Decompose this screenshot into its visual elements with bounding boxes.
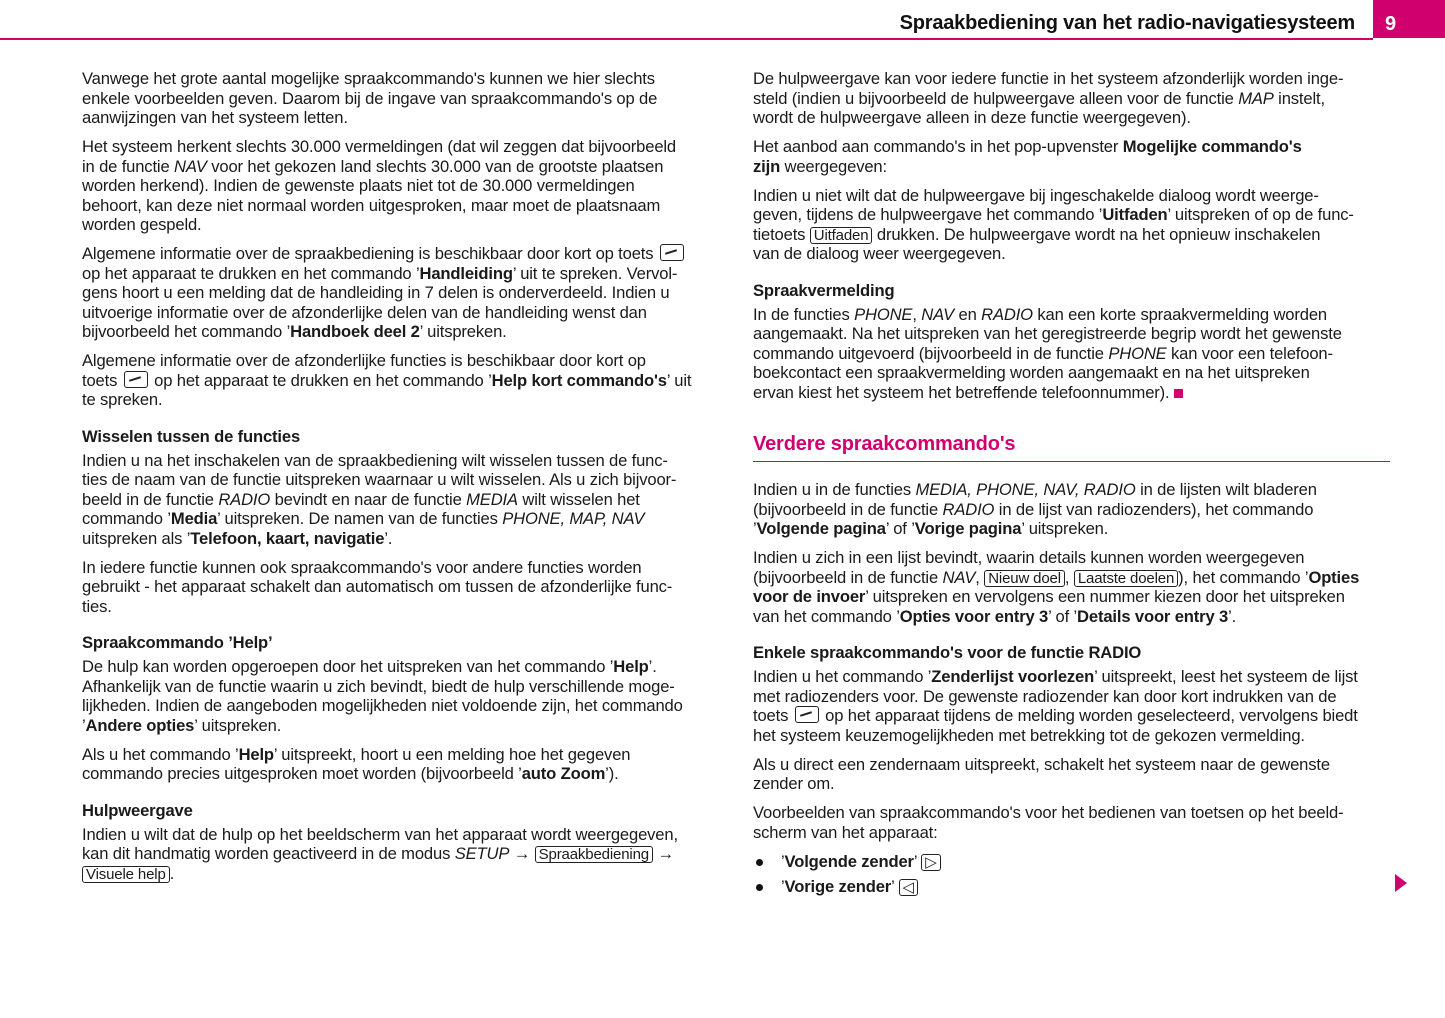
text: →: [653, 844, 674, 863]
paragraph: [82, 69, 722, 128]
text: uitvoerige informatie over de afzonderlijke delen van de handleiding wenst dan: [82, 302, 647, 322]
text-line: [82, 677, 722, 697]
text: met radiozenders voor. De gewenste radiozender kan door kort indrukken van de: [753, 686, 1337, 706]
running-header-title: Spraakbediening van het radio-navigatiesysteem: [899, 12, 1355, 34]
text: De hulpweergave kan voor iedere functie in het systeem afzonderlijk worden inge-: [753, 69, 1344, 88]
subheading: Hulpweergave: [82, 800, 193, 820]
text-line: [753, 363, 1393, 383]
text-line: [753, 137, 1393, 157]
text: In iedere functie kunnen ook spraakcommando's voor andere functies worden: [82, 557, 642, 577]
text: (bijvoorbeeld in de functie: [753, 499, 943, 519]
text: beeld in de functie: [82, 489, 219, 509]
text: Afhankelijk van de functie waarin u zich bevindt, biedt de hulp verschillende moge-: [82, 676, 675, 696]
subheading: Enkele spraakcommando's voor de functie RADIO: [753, 643, 1142, 662]
function-name: MEDIA, PHONE, NAV, RADIO: [915, 480, 1136, 499]
text: instelt,: [1273, 88, 1325, 108]
text: op het apparaat te drukken en het commando ’: [149, 370, 492, 390]
text: De hulp kan worden opgeroepen door het uitspreken van het commando ’: [82, 657, 614, 676]
text-line: [753, 383, 1393, 403]
text-line: [82, 597, 722, 617]
command-text: Volgende zender: [784, 851, 914, 871]
command-text: Telefoon, kaart, navigatie: [190, 528, 385, 548]
text: ’ uitspreken.: [419, 322, 507, 341]
text-line: [82, 558, 722, 578]
text: Algemene informatie over de afzonderlijke functies is beschikbaar door kort op: [82, 351, 646, 370]
command-text: Mogelijke commando's: [1122, 137, 1302, 156]
text: ’ uitspreken. De namen van de functies: [217, 509, 503, 528]
text: in de lijsten wilt bladeren: [1135, 480, 1317, 499]
function-name: MEDIA: [466, 489, 518, 509]
text: te spreken.: [82, 390, 163, 409]
key-label: Nieuw doel: [984, 570, 1065, 587]
text-line: [82, 825, 722, 845]
text: Indien u het commando ’: [753, 667, 932, 686]
section-heading: Verdere spraakcommando's: [753, 432, 1390, 462]
function-name: RADIO: [218, 489, 271, 509]
subheading: Spraakcommando ’Help’: [82, 633, 273, 652]
key-label: Visuele help: [82, 866, 170, 883]
text: drukken. De hulpweergave wordt na het opnieuw inschakelen: [872, 224, 1321, 244]
text-line: [753, 89, 1393, 109]
text-line: [82, 529, 722, 549]
command-text: Vorige zender: [784, 877, 892, 896]
text: ’: [891, 877, 899, 896]
text-line: [753, 803, 1393, 823]
text-line: [753, 519, 1393, 539]
next-page-arrow-icon: [1395, 874, 1407, 892]
command-text: Help kort commando's: [491, 370, 667, 390]
text: ’.: [648, 657, 657, 676]
text: kan een korte spraakvermelding worden: [1032, 304, 1327, 324]
command-text: zijn: [753, 156, 781, 176]
text: lijkheden. Indien de aangeboden mogelijkheden niet voldoende zijn, het commando: [82, 696, 683, 715]
text: op het apparaat te drukken en het commando ’: [82, 263, 420, 283]
paragraph: [753, 186, 1393, 264]
voice-key-icon: [795, 706, 819, 723]
text-line: [82, 283, 722, 303]
text-line: [82, 264, 722, 284]
voice-key-icon: [124, 371, 148, 388]
text-line: [82, 844, 722, 864]
text: ’.: [1228, 606, 1237, 626]
text-line: [82, 176, 722, 196]
paragraph: [82, 558, 722, 617]
text: ’ uitspreken.: [1021, 519, 1109, 538]
text-line: [753, 755, 1393, 775]
text: in de functie: [82, 156, 174, 176]
text: ’ uit te spreken. Vervol-: [512, 263, 678, 283]
text: commando ’: [82, 509, 171, 528]
paragraph: [753, 69, 1393, 128]
text: ,: [975, 567, 985, 587]
function-name: NAV: [174, 156, 207, 176]
function-name: PHONE: [1108, 343, 1167, 363]
key-label: Spraakbediening: [535, 846, 653, 863]
text: ’: [82, 715, 86, 735]
text: ’: [781, 877, 785, 896]
text: Indien u niet wilt dat de hulpweergave bij ingeschakelde dialoog wordt weerge-: [753, 185, 1319, 205]
function-name: RADIO: [981, 304, 1033, 324]
text: ’ uit: [666, 370, 692, 390]
command-text: Andere opties: [85, 715, 195, 735]
function-name: NAV: [921, 304, 955, 324]
text-line: [753, 500, 1393, 520]
text-line: [753, 225, 1393, 245]
text: uitspreken als ’: [82, 528, 191, 548]
text-line: [82, 470, 722, 490]
page-number: 9: [1373, 0, 1445, 38]
text-line: [753, 548, 1393, 568]
text-line: [82, 108, 722, 128]
text: ’ uitspreekt, hoort u een melding hoe het gegeven: [273, 744, 631, 764]
text-line: [753, 244, 1393, 264]
paragraph: [753, 755, 1393, 794]
text-line: [82, 764, 722, 784]
text: weergegeven:: [780, 156, 887, 176]
paragraph: [82, 451, 722, 549]
text: worden herkend). Indien de gewenste plaats niet tot de 30.000 vermeldingen: [82, 176, 635, 195]
text: Het aanbod aan commando's in het pop-upvenster: [753, 137, 1123, 156]
text-line: [82, 716, 722, 736]
text-line: [82, 577, 722, 597]
text: Indien u wilt dat de hulp op het beeldscherm van het apparaat wordt weergegeven,: [82, 824, 678, 844]
text: toets: [753, 706, 793, 725]
voice-key-icon: [660, 244, 684, 261]
text-line: [753, 108, 1393, 128]
subheading: Spraakvermelding: [753, 280, 895, 300]
text-line: [82, 89, 722, 109]
paragraph: [753, 137, 1393, 176]
function-name: MAP: [1238, 88, 1274, 108]
text: kan dit handmatig worden geactiveerd in de modus: [82, 844, 455, 863]
text: ties de naam van de functie uitspreken waarnaar u wilt wisselen. Als u zich bijvoor-: [82, 470, 677, 489]
text-line: [82, 137, 722, 157]
text: wordt de hulpweergave alleen in deze functie weergegeven).: [753, 108, 1191, 127]
function-name: PHONE: [854, 304, 913, 324]
text: scherm van het apparaat:: [753, 822, 938, 842]
text: ’: [753, 519, 757, 538]
text: van de dialoog weer weergegeven.: [753, 244, 1006, 263]
text: →: [509, 844, 535, 863]
text-line: [753, 587, 1393, 607]
text-line: [753, 186, 1393, 206]
text: ,: [912, 304, 922, 324]
text: wilt wisselen het: [517, 489, 640, 509]
text: ’.: [384, 528, 393, 548]
right-column: [753, 69, 1393, 903]
text: op het apparaat tijdens de melding worden geselecteerd, vervolgens biedt: [820, 706, 1358, 725]
key-label: ▷: [921, 854, 940, 871]
text: ’).: [605, 764, 619, 783]
text: boekcontact een spraakvermelding worden aangemaakt en na het uitspreken: [753, 363, 1310, 382]
function-name: SETUP: [454, 844, 510, 863]
text: gens hoort u een melding dat de handleiding in 7 delen is onderverdeeld. Indien u: [82, 283, 670, 302]
text-line: [753, 667, 1393, 687]
function-name: NAV: [942, 567, 976, 587]
text-line: [753, 157, 1393, 177]
text: kan voor een telefoon-: [1166, 343, 1333, 363]
text: ’ uitspreken of op de func-: [1167, 205, 1354, 224]
text: ’ uitspreekt, leest het systeem de lijst: [1094, 667, 1358, 686]
text: ’ of ’: [1048, 606, 1078, 626]
text: enkele voorbeelden geven. Daarom bij de ingave van spraakcommando's op de: [82, 88, 658, 108]
text: Voorbeelden van spraakcommando's voor het bedienen van toetsen op het beeld-: [753, 803, 1344, 822]
text-line: [82, 244, 722, 264]
text: Vanwege het grote aantal mogelijke spraakcommando's kunnen we hier slechts: [82, 69, 655, 88]
command-text: Zenderlijst voorlezen: [931, 667, 1095, 686]
paragraph: [82, 244, 722, 342]
text: aanwijzingen van het systeem letten.: [82, 108, 348, 127]
command-text: Handleiding: [419, 263, 513, 283]
text-line: [82, 69, 722, 89]
text-line: [753, 324, 1393, 344]
text: van het commando ’: [753, 606, 900, 626]
text-line: [82, 657, 722, 677]
paragraph: [82, 657, 722, 735]
text-line: [82, 215, 722, 235]
text: behoort, kan deze niet normaal worden uitgesproken, maar moet de plaatsnaam: [82, 195, 661, 215]
text: .: [169, 863, 175, 883]
left-column: [82, 69, 722, 893]
text-line: [753, 687, 1393, 707]
text: ), het commando ’: [1178, 567, 1309, 587]
key-label: ◁: [899, 879, 918, 896]
paragraph: [82, 825, 722, 884]
text: ’: [781, 851, 785, 871]
text-line: [82, 696, 722, 716]
text: Indien u na het inschakelen van de spraakbediening wilt wisselen tussen de func-: [82, 450, 668, 470]
text-line: [82, 322, 722, 342]
text: Indien u in de functies: [753, 480, 916, 499]
header-rule: [0, 38, 1373, 40]
text: zender om.: [753, 774, 835, 793]
text-line: [82, 390, 722, 410]
text: In de functies: [753, 304, 855, 324]
text: voor het gekozen land slechts 30.000 van de grootste plaatsen: [206, 156, 664, 176]
paragraph: [753, 667, 1393, 745]
text: ervan kiest het systeem het betreffende telefoonnummer).: [753, 382, 1170, 402]
key-label: Laatste doelen: [1074, 570, 1178, 587]
text: ’ of ’: [885, 519, 915, 538]
text: ’ uitspreken.: [194, 715, 282, 735]
paragraph: [82, 137, 722, 235]
text-line: [82, 451, 722, 471]
text: worden gespeld.: [82, 215, 202, 234]
text: Als u direct een zendernaam uitspreekt, schakelt het systeem naar de gewenste: [753, 754, 1330, 774]
text: Algemene informatie over de spraakbediening is beschikbaar door kort op toets: [82, 244, 658, 263]
text-line: [753, 344, 1393, 364]
text: steld (indien u bijvoorbeeld de hulpweergave alleen voor de functie: [753, 88, 1239, 108]
key-label: Uitfaden: [810, 227, 873, 244]
text: geven, tijdens de hulpweergave het commando ’: [753, 205, 1103, 224]
text-line: [82, 490, 722, 510]
text: bijvoorbeeld het commando ’: [82, 322, 291, 341]
text: (bijvoorbeeld in de functie: [753, 567, 943, 587]
command-text: Uitfaden: [1102, 205, 1168, 224]
text-line: [82, 303, 722, 323]
command-text: Handboek deel 2: [290, 322, 420, 341]
text: gebruikt - het apparaat schakelt dan automatisch om tussen de afzonderlijke func-: [82, 577, 673, 596]
bullet-item: [753, 877, 1393, 897]
command-text: Help: [613, 657, 649, 676]
section-end-icon: [1174, 389, 1183, 398]
paragraph: [82, 351, 722, 410]
text: ’ uitspreken en vervolgens een nummer kiezen door het uitspreken: [865, 587, 1345, 606]
text-line: [82, 745, 722, 765]
paragraph: [82, 745, 722, 784]
text: aangemaakt. Na het uitspreken van het geregistreerde begrip wordt het gewenste: [753, 324, 1342, 343]
text: in de lijst van radiozenders), het commando: [994, 499, 1314, 519]
command-text: Opties: [1308, 567, 1360, 587]
paragraph: [753, 305, 1393, 403]
text-line: [753, 706, 1393, 726]
text: Indien u zich in een lijst bevindt, waarin details kunnen worden weergegeven: [753, 548, 1305, 567]
command-text: Media: [170, 509, 218, 528]
command-text: Help: [238, 744, 274, 764]
text: Als u het commando ’: [82, 744, 239, 764]
text: ’: [913, 851, 922, 871]
text-line: [82, 864, 722, 884]
paragraph: [753, 480, 1393, 539]
text-line: [753, 480, 1393, 500]
text-line: [753, 305, 1393, 325]
text-line: [753, 607, 1393, 627]
text-line: [753, 823, 1393, 843]
text-line: [753, 69, 1393, 89]
text-line: [82, 371, 722, 391]
text: ties.: [82, 596, 112, 616]
text-line: [82, 157, 722, 177]
function-name: PHONE, MAP, NAV: [502, 509, 645, 528]
text: bevindt en naar de functie: [270, 489, 467, 509]
command-text: auto Zoom: [521, 764, 606, 783]
text-line: [753, 774, 1393, 794]
paragraph: [753, 548, 1393, 626]
text-line: [82, 509, 722, 529]
paragraph: [753, 803, 1393, 842]
text-line: [753, 726, 1393, 746]
text: en: [954, 304, 982, 324]
command-text: Details voor entry 3: [1077, 606, 1229, 626]
text: toets: [82, 370, 122, 390]
function-name: RADIO: [942, 499, 995, 519]
command-text: Vorige pagina: [914, 519, 1022, 538]
text-line: [82, 351, 722, 371]
text-line: [753, 568, 1393, 588]
text: ,: [1064, 567, 1074, 587]
command-text: Opties voor entry 3: [899, 606, 1049, 626]
command-text: voor de invoer: [753, 587, 866, 606]
text: Het systeem herkent slechts 30.000 vermeldingen (dat wil zeggen dat bijvoorbeeld: [82, 137, 677, 156]
text-line: [82, 196, 722, 216]
text: commando uitgevoerd (bijvoorbeeld in de functie: [753, 343, 1109, 363]
text: het systeem keuzemogelijkheden met betrekking tot de gekozen vermelding.: [753, 725, 1305, 745]
text-line: [753, 205, 1393, 225]
bullet-item: [753, 852, 1393, 872]
command-text: Volgende pagina: [756, 519, 886, 538]
text: tietoets: [753, 224, 810, 244]
subheading: Wisselen tussen de functies: [82, 426, 301, 446]
text: commando precies uitgesproken moet worden (bijvoorbeeld ’: [82, 764, 522, 783]
